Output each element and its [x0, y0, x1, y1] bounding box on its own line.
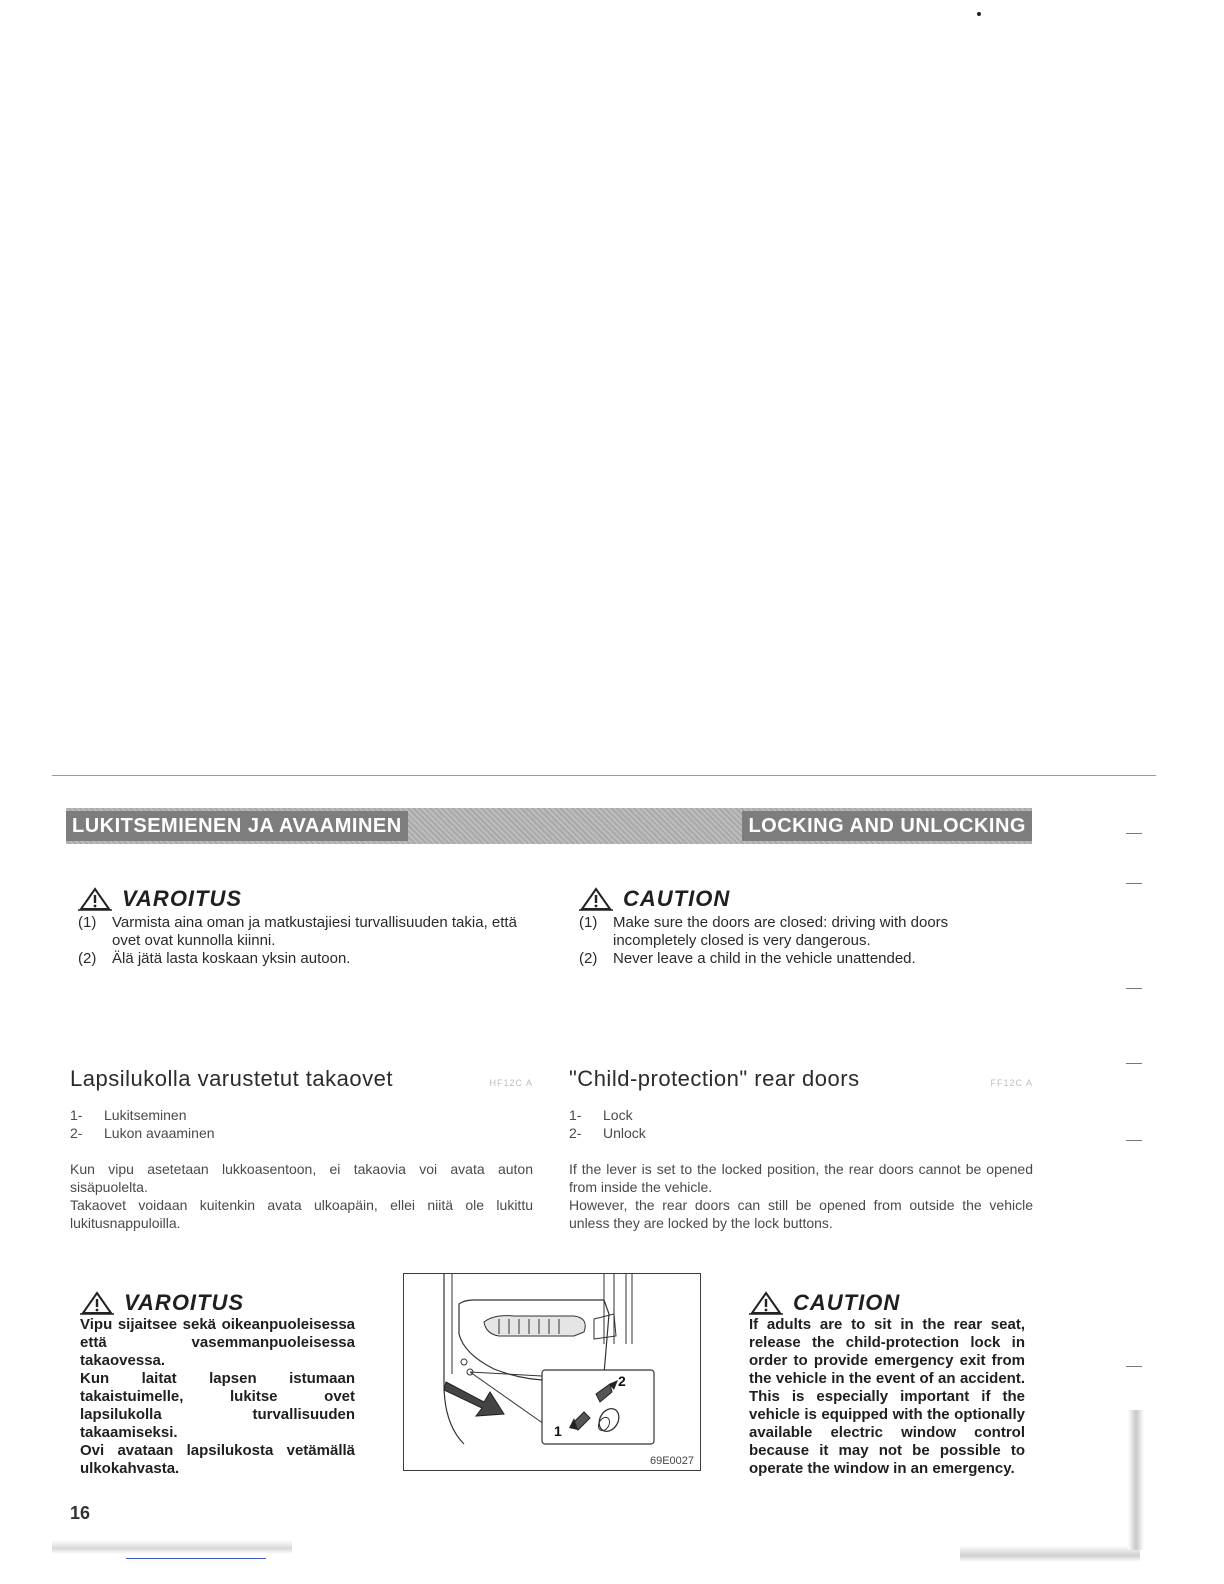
- header-rule: [52, 775, 1156, 776]
- item-text: Lock: [603, 1107, 633, 1123]
- warning-title-text: VAROITUS: [124, 1290, 245, 1315]
- figure-code: 69E0027: [649, 1455, 694, 1467]
- item-number: 1-: [70, 1107, 83, 1123]
- edge-tick: [1126, 1366, 1142, 1367]
- edge-tick: [1126, 883, 1142, 884]
- section-fi: [70, 1066, 533, 1232]
- list-item: [579, 950, 1034, 968]
- item-text: Never leave a child in the vehicle unattended.: [613, 950, 916, 967]
- warning-top-en-list: [579, 914, 1034, 968]
- item-number: (1): [78, 914, 97, 931]
- warning-title-text: VAROITUS: [122, 886, 243, 911]
- item-text: Varmista aina oman ja matkustajiesi turvallisuuden takia, että ovet ovat kunnolla kiinni.: [112, 914, 517, 949]
- list-item: [70, 1106, 533, 1124]
- list-item: [78, 914, 538, 950]
- scan-shadow-bottom-left: [52, 1540, 292, 1554]
- scan-shadow-bottom-right: [960, 1546, 1140, 1562]
- figure-label-1: 1: [554, 1423, 562, 1439]
- item-number: 1-: [569, 1107, 582, 1123]
- warning-title-text: CAUTION: [793, 1290, 901, 1315]
- warning-top-en: [579, 886, 1034, 968]
- warning-top-fi: [78, 886, 538, 968]
- item-number: (1): [579, 914, 598, 931]
- edge-tick: [1126, 988, 1142, 989]
- page-number: 16: [70, 1503, 91, 1523]
- section-code-fi: HF12C A: [489, 1078, 533, 1088]
- warning-bottom-en-text: If adults are to sit in the rear seat, release the child-protection lock in order to provide emergency exit from the vehicle in the event of an accident. This is especially important if the vehicle is equipped with the optionally available electric window control because it may not be possible to operate the window in an emergency.: [749, 1316, 1025, 1477]
- section-fi-para2: Takaovet voidaan kuitenkin avata ulkoapäin, ellei niitä ole lukittu lukitusnappuloilla.: [70, 1197, 533, 1231]
- warning-triangle-icon: [80, 1291, 114, 1315]
- list-item: [70, 1124, 533, 1142]
- warning-top-fi-list: [78, 914, 538, 968]
- warning-bottom-fi-title: [80, 1290, 355, 1316]
- warning-triangle-icon: [579, 887, 613, 911]
- banner-title-en: LOCKING AND UNLOCKING: [742, 811, 1032, 841]
- edge-tick: [1126, 1140, 1142, 1141]
- section-code-en: FF12C A: [990, 1078, 1033, 1088]
- warning-triangle-icon: [749, 1291, 783, 1315]
- section-en-list: [569, 1106, 1033, 1142]
- warning-top-en-title: [579, 886, 1034, 912]
- edge-tick: [1126, 1063, 1142, 1064]
- scan-shadow-right-edge: [1128, 1410, 1144, 1550]
- item-text: Lukon avaaminen: [104, 1125, 215, 1141]
- warning-bottom-fi-para2: Kun laitat lapsen istumaan takaistuimelle, lukitse ovet lapsilukolla turvallisuuden takaamiseksi.: [80, 1370, 355, 1441]
- section-heading-fi: Lapsilukolla varustetut takaovet: [70, 1066, 393, 1091]
- warning-bottom-fi-para3: Ovi avataan lapsilukosta vetämällä ulkokahvasta.: [80, 1442, 355, 1477]
- list-item: [569, 1106, 1033, 1124]
- door-lock-figure: [403, 1273, 701, 1471]
- item-text: Unlock: [603, 1125, 646, 1141]
- list-item: [579, 914, 1034, 950]
- item-text: Lukitseminen: [104, 1107, 187, 1123]
- scan-dot: [977, 12, 981, 16]
- warning-bottom-fi-para1: Vipu sijaitsee sekä oikeanpuoleisessa että vasemmanpuoleisessa takaovessa.: [80, 1316, 355, 1369]
- item-number: 2-: [70, 1125, 83, 1141]
- warning-title-text: CAUTION: [623, 886, 731, 911]
- section-heading-en: "Child-protection" rear doors: [569, 1066, 860, 1091]
- item-number: (2): [579, 950, 598, 967]
- list-item: [78, 950, 538, 968]
- list-item: [569, 1124, 1033, 1142]
- warning-triangle-icon: [78, 887, 112, 911]
- item-number: (2): [78, 950, 97, 967]
- warning-bottom-fi: [80, 1290, 355, 1478]
- section-en: [569, 1066, 1033, 1232]
- warning-top-fi-title: [78, 886, 538, 912]
- section-banner: [66, 808, 1032, 844]
- section-en-para2: However, the rear doors can still be opened from outside the vehicle unless they are locked by the lock buttons.: [569, 1197, 1033, 1231]
- figure-label-2: 2: [618, 1373, 626, 1389]
- child-lock-illustration: [404, 1274, 700, 1470]
- item-text: Älä jätä lasta koskaan yksin autoon.: [112, 950, 351, 967]
- item-text: Make sure the doors are closed: driving with doors incompletely closed is very dangerous.: [613, 914, 949, 949]
- edge-tick: [1126, 833, 1142, 834]
- section-fi-list: [70, 1106, 533, 1142]
- item-number: 2-: [569, 1125, 582, 1141]
- section-en-para1: If the lever is set to the locked position, the rear doors cannot be opened from inside the vehicle.: [569, 1161, 1033, 1195]
- section-fi-para1: Kun vipu asetetaan lukkoasentoon, ei takaovia voi avata auton sisäpuolelta.: [70, 1161, 533, 1195]
- scan-line-bottom-left: [126, 1558, 266, 1559]
- warning-bottom-en-title: [749, 1290, 1025, 1316]
- warning-bottom-en: [749, 1290, 1025, 1478]
- banner-title-fi: LUKITSEMIENEN JA AVAAMINEN: [66, 811, 408, 841]
